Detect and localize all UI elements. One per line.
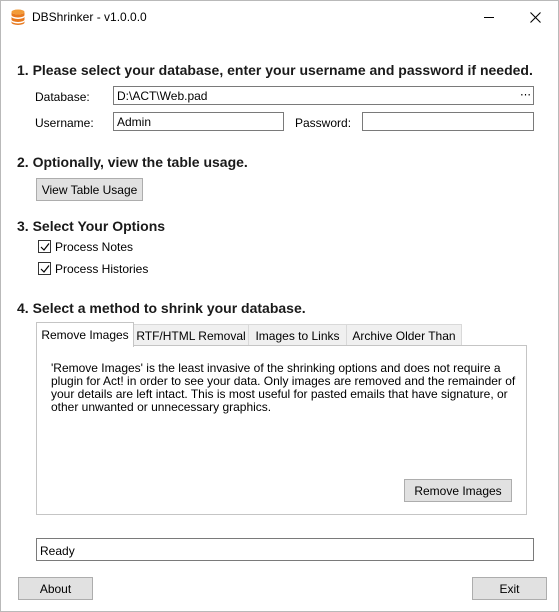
tab-rtf-html-removal[interactable]: RTF/HTML Removal: [133, 324, 249, 346]
section4-heading: 4. Select a method to shrink your database.: [17, 300, 306, 316]
database-field[interactable]: [113, 86, 534, 105]
exit-button[interactable]: Exit: [472, 577, 547, 600]
checkmark-icon: [40, 242, 50, 252]
section1-heading: 1. Please select your database, enter your username and password if needed.: [17, 62, 533, 78]
database-value: D:\ACT\Web.pad: [117, 89, 208, 103]
title-bar[interactable]: [1, 1, 558, 33]
tab-panel: [36, 345, 527, 515]
close-icon: [530, 12, 541, 23]
database-stack-icon: [11, 9, 25, 25]
username-value: Admin: [117, 115, 152, 129]
minimize-icon: [484, 12, 494, 22]
tab-images-to-links[interactable]: Images to Links: [248, 324, 347, 346]
section3-heading: 3. Select Your Options: [17, 218, 166, 234]
process-histories-checkbox[interactable]: [38, 262, 51, 275]
username-field[interactable]: [113, 112, 284, 131]
password-label: Password:: [295, 116, 352, 130]
method-description: 'Remove Images' is the least invasive of the shrinking options and does not require a plugin for Act! in order to see your data. Only images are removed and the remainder of your details are left intact. This is most useful for pasted emails that have signature, or other unwanted or unnecessary graphics.: [51, 361, 516, 414]
minimize-button[interactable]: [466, 1, 512, 33]
section2-heading: 2. Optionally, view the table usage.: [17, 154, 248, 170]
process-notes-checkbox[interactable]: [38, 240, 51, 253]
status-bar: Ready: [36, 538, 534, 561]
tab-archive-older-than[interactable]: Archive Older Than: [346, 324, 462, 346]
tab-remove-images[interactable]: Remove Images: [36, 322, 134, 347]
database-label: Database:: [35, 90, 90, 104]
remove-images-button[interactable]: Remove Images: [404, 479, 512, 502]
process-notes-label: Process Notes: [55, 240, 134, 254]
password-field[interactable]: [362, 112, 534, 131]
close-button[interactable]: [512, 1, 558, 33]
browse-ellipsis-icon[interactable]: ⋯: [520, 89, 530, 101]
process-histories-label: Process Histories: [55, 262, 149, 276]
view-table-usage-button[interactable]: View Table Usage: [36, 178, 143, 201]
about-button[interactable]: About: [18, 577, 93, 600]
window-title: DBShrinker - v1.0.0.0: [32, 10, 147, 24]
username-label: Username:: [35, 116, 94, 130]
checkmark-icon: [40, 264, 50, 274]
